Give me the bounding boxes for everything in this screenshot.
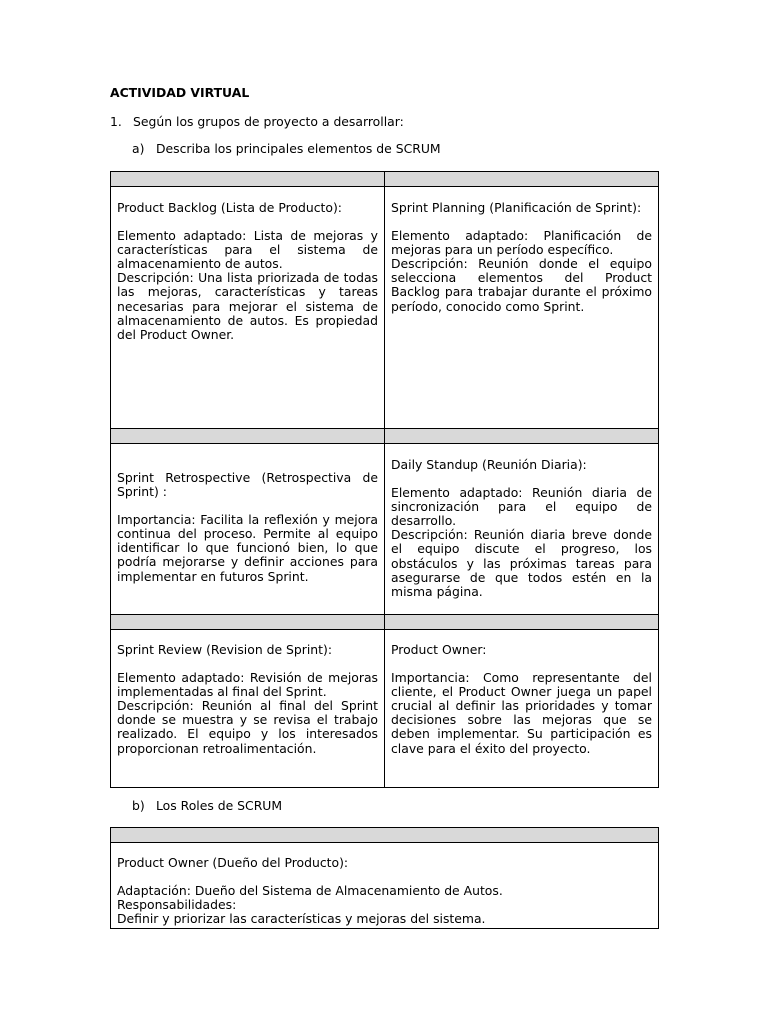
cell-paragraph: Elemento adaptado: Planificación de mejoras para un período específico. (391, 228, 652, 258)
table-row (111, 843, 658, 928)
sub-question-label: a) (132, 141, 145, 156)
cell-line: Adaptación: Dueño del Sistema de Almacenamiento de Autos. (117, 883, 503, 899)
cell-paragraph: Elemento adaptado: Reunión diaria de sincronización para el equipo de desarrollo. (391, 485, 652, 529)
scrum-roles-table (110, 827, 659, 929)
table-cell (111, 843, 658, 928)
question-1 (110, 114, 404, 129)
sub-question-text: Los Roles de SCRUM (156, 798, 283, 813)
table-cell (384, 187, 658, 428)
table-header-row (111, 429, 658, 444)
cell-paragraph: Descripción: Una lista priorizada de todas las mejoras, características y tareas necesarias para mejorar el sistema de almacenamiento de autos. Es propiedad del Product Owner. (117, 270, 378, 342)
cell-paragraph: Descripción: Reunión donde el equipo selecciona elementos del Product Backlog para trabajar durante el próximo período, conocido como Sprint. (391, 256, 652, 314)
cell-paragraph: Descripción: Reunión al final del Sprint donde se muestra y se revisa el trabajo realizado. El equipo y los interesados proporcionan retroalimentación. (117, 698, 378, 756)
cell-title: Daily Standup (Reunión Diaria): (391, 457, 587, 472)
table-header-row (111, 172, 658, 187)
table-header-row (111, 828, 658, 843)
cell-paragraph: Elemento adaptado: Lista de mejoras y características para el sistema de almacenamiento de autos. (117, 228, 378, 272)
cell-title: Sprint Review (Revision de Sprint): (117, 642, 333, 657)
cell-paragraph: Importancia: Facilita la reflexión y mejora continua del proceso. Permite al equipo identificar lo que funcionó bien, lo que podría mejorarse y definir acciones para implementar en futuros Sprint. (117, 512, 378, 584)
cell-title: Product Backlog (Lista de Producto): (117, 200, 342, 215)
sub-question-text: Describa los principales elementos de SCRUM (156, 141, 441, 156)
table-row (111, 444, 658, 615)
cell-paragraph: Importancia: Como representante del cliente, el Product Owner juega un papel crucial al definir las prioridades y tomar decisiones sobre las mejoras que se deben implementar. Su participación es clave para el éxito del proyecto. (391, 670, 652, 756)
cell-title: Sprint Planning (Planificación de Sprint): (391, 200, 642, 215)
table-row (111, 187, 658, 429)
question-text: Según los grupos de proyecto a desarrollar: (133, 114, 404, 129)
cell-paragraph: Descripción: Reunión diaria breve donde el equipo discute el progreso, los obstáculos y las próximas tareas para asegurarse de que todos estén en la misma página. (391, 527, 652, 599)
cell-title: Product Owner (Dueño del Producto): (117, 855, 349, 870)
document-title: ACTIVIDAD VIRTUAL (110, 85, 250, 100)
cell-title: Sprint Retrospective (Retrospectiva de Sprint) : (117, 470, 378, 500)
table-row (111, 630, 658, 787)
cell-line: Responsabilidades: (117, 897, 237, 913)
cell-paragraph: Elemento adaptado: Revisión de mejoras implementadas al final del Sprint. (117, 670, 378, 700)
cell-title: Product Owner: (391, 642, 487, 657)
scrum-elements-table (110, 171, 659, 788)
cell-line: Definir y priorizar las características y mejoras del sistema. (117, 911, 486, 927)
table-cell (111, 630, 384, 787)
sub-question-label: b) (132, 798, 145, 813)
sub-question-a (132, 141, 441, 156)
table-cell (111, 444, 384, 614)
table-cell (384, 444, 658, 614)
table-cell (111, 187, 384, 428)
sub-question-b (132, 798, 282, 813)
table-cell (384, 630, 658, 787)
table-header-row (111, 615, 658, 630)
question-number: 1. (110, 114, 122, 129)
